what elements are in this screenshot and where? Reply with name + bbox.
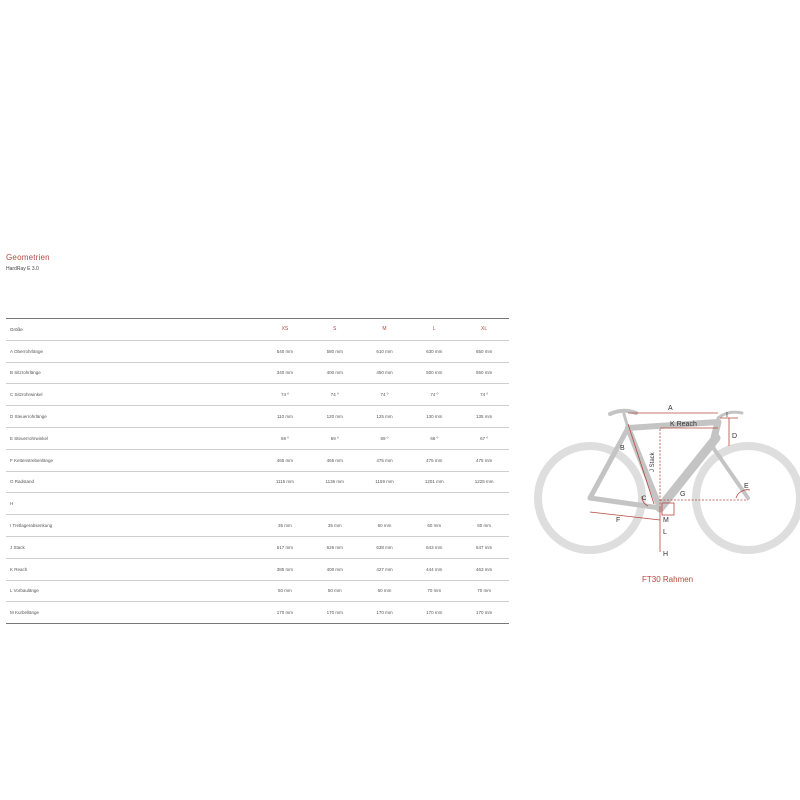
label-i: I bbox=[726, 412, 728, 419]
table-cell: 170 mm bbox=[409, 602, 459, 624]
row-label: F Kettenstrebenlänge bbox=[6, 449, 260, 471]
label-e: E bbox=[744, 483, 749, 490]
geometry-table bbox=[6, 318, 509, 624]
header-s: S bbox=[310, 319, 360, 341]
header-xs: XS bbox=[260, 319, 310, 341]
table-cell: 630 mm bbox=[409, 340, 459, 362]
table-cell: 50 mm bbox=[260, 580, 310, 602]
table-cell: 580 mm bbox=[310, 340, 360, 362]
row-label: D Steuerrohrlänge bbox=[6, 406, 260, 428]
table-cell: 1115 mm bbox=[260, 471, 310, 493]
table-cell: 540 mm bbox=[260, 340, 310, 362]
measurement-lines bbox=[590, 413, 750, 552]
label-d: D bbox=[732, 433, 738, 440]
table-row bbox=[6, 558, 509, 580]
table-cell: 500 mm bbox=[409, 362, 459, 384]
table-cell: 74 º bbox=[360, 384, 410, 406]
table-cell: 125 mm bbox=[360, 406, 410, 428]
label-m: M bbox=[663, 517, 669, 524]
table-cell: 120 mm bbox=[310, 406, 360, 428]
table-cell: 170 mm bbox=[260, 602, 310, 624]
header-xl: XL bbox=[459, 319, 509, 341]
page-title: Geometrien bbox=[6, 253, 50, 262]
table-cell: 74 º bbox=[459, 384, 509, 406]
table-row bbox=[6, 471, 509, 493]
table-cell bbox=[409, 493, 459, 515]
seat-post bbox=[624, 414, 628, 428]
table-cell: 647 mm bbox=[459, 536, 509, 558]
table-cell: 170 mm bbox=[360, 602, 410, 624]
table-row bbox=[6, 362, 509, 384]
row-label: C Sitzrohrwinkel bbox=[6, 384, 260, 406]
table-cell: 463 mm bbox=[459, 558, 509, 580]
row-label: I Tretlagerabsenkung bbox=[6, 515, 260, 537]
header-l: L bbox=[409, 319, 459, 341]
table-cell: 475 mm bbox=[360, 449, 410, 471]
row-label: J Stack bbox=[6, 536, 260, 558]
bike-geometry-diagram bbox=[530, 400, 800, 575]
table-row bbox=[6, 536, 509, 558]
table-cell: 650 mm bbox=[459, 340, 509, 362]
table-cell: 69 º bbox=[310, 427, 360, 449]
table-cell: 450 mm bbox=[360, 362, 410, 384]
label-j: J Stack bbox=[650, 452, 656, 472]
row-label: B Sitzrohrlänge bbox=[6, 362, 260, 384]
table-row bbox=[6, 515, 509, 537]
table-cell: 69 º bbox=[360, 427, 410, 449]
label-l: L bbox=[663, 529, 667, 536]
row-label: M Kurbellänge bbox=[6, 602, 260, 624]
row-label: E Steuerrohrwinkel bbox=[6, 427, 260, 449]
row-label: K Reach bbox=[6, 558, 260, 580]
label-g: G bbox=[680, 491, 686, 498]
table-row bbox=[6, 580, 509, 602]
row-label: L Vorbaulänge bbox=[6, 580, 260, 602]
table-cell: 70 mm bbox=[459, 580, 509, 602]
table-cell bbox=[459, 493, 509, 515]
table-cell: 638 mm bbox=[360, 536, 410, 558]
table-cell: 170 mm bbox=[310, 602, 360, 624]
measure-f bbox=[590, 512, 660, 520]
table-cell: 1136 mm bbox=[310, 471, 360, 493]
table-cell: 643 mm bbox=[409, 536, 459, 558]
label-h: H bbox=[663, 551, 669, 558]
table-row bbox=[6, 340, 509, 362]
table-cell: 340 mm bbox=[260, 362, 310, 384]
header-m: M bbox=[360, 319, 410, 341]
table-cell: 400 mm bbox=[310, 558, 360, 580]
table-cell bbox=[310, 493, 360, 515]
table-cell: 475 mm bbox=[409, 449, 459, 471]
table-cell: 74 º bbox=[409, 384, 459, 406]
table-cell: 69 º bbox=[260, 427, 310, 449]
table-cell: 35 mm bbox=[260, 515, 310, 537]
label-b: B bbox=[620, 445, 625, 452]
table-row bbox=[6, 406, 509, 428]
seatstay bbox=[590, 428, 628, 498]
fork bbox=[712, 446, 748, 498]
table-cell: 35 mm bbox=[310, 515, 360, 537]
table-cell: 427 mm bbox=[360, 558, 410, 580]
table-cell: 130 mm bbox=[409, 406, 459, 428]
label-f: F bbox=[616, 517, 621, 524]
table-cell: 517 mm bbox=[260, 536, 310, 558]
table-cell: 50 mm bbox=[310, 580, 360, 602]
table-row bbox=[6, 493, 509, 515]
table-cell: 610 mm bbox=[360, 340, 410, 362]
table-cell: 385 mm bbox=[260, 558, 310, 580]
row-label: A Oberrohrlänge bbox=[6, 340, 260, 362]
table-cell: 626 mm bbox=[310, 536, 360, 558]
frame-caption: FT30 Rahmen bbox=[642, 575, 694, 584]
table-cell: 60 mm bbox=[360, 515, 410, 537]
table-cell: 110 mm bbox=[260, 406, 310, 428]
table-cell: 400 mm bbox=[310, 362, 360, 384]
table-row bbox=[6, 384, 509, 406]
table-cell: 74 º bbox=[260, 384, 310, 406]
bike-frame bbox=[590, 411, 748, 508]
table-cell: 465 mm bbox=[260, 449, 310, 471]
table-cell: 74 º bbox=[310, 384, 360, 406]
table-cell: 1225 mm bbox=[459, 471, 509, 493]
table-cell: 1201 mm bbox=[409, 471, 459, 493]
label-k: K Reach bbox=[670, 421, 697, 428]
label-a: A bbox=[668, 405, 673, 412]
chainstay bbox=[590, 498, 660, 508]
table-cell: 60 mm bbox=[360, 580, 410, 602]
table-row bbox=[6, 427, 509, 449]
table-cell: 70 mm bbox=[409, 580, 459, 602]
row-label: H bbox=[6, 493, 260, 515]
label-c: C bbox=[642, 496, 647, 502]
table-cell: 465 mm bbox=[310, 449, 360, 471]
table-row bbox=[6, 449, 509, 471]
down-tube bbox=[660, 438, 716, 508]
table-cell: 444 mm bbox=[409, 558, 459, 580]
table-cell bbox=[260, 493, 310, 515]
table-cell: 60 mm bbox=[409, 515, 459, 537]
table-row bbox=[6, 602, 509, 624]
table-cell: 60 mm bbox=[459, 515, 509, 537]
header-size: Größe bbox=[6, 319, 260, 341]
table-cell bbox=[360, 493, 410, 515]
table-header-row bbox=[6, 319, 509, 341]
handlebar bbox=[718, 412, 742, 418]
table-cell: 1169 mm bbox=[360, 471, 410, 493]
table-cell: 67 º bbox=[459, 427, 509, 449]
table-cell: 475 mm bbox=[459, 449, 509, 471]
table-cell: 68 º bbox=[409, 427, 459, 449]
table-cell: 170 mm bbox=[459, 602, 509, 624]
row-label: G Radstand bbox=[6, 471, 260, 493]
model-subtitle: HardRay E 3.0 bbox=[6, 266, 39, 272]
table-cell: 550 mm bbox=[459, 362, 509, 384]
table-body bbox=[6, 340, 509, 623]
table-cell: 135 mm bbox=[459, 406, 509, 428]
